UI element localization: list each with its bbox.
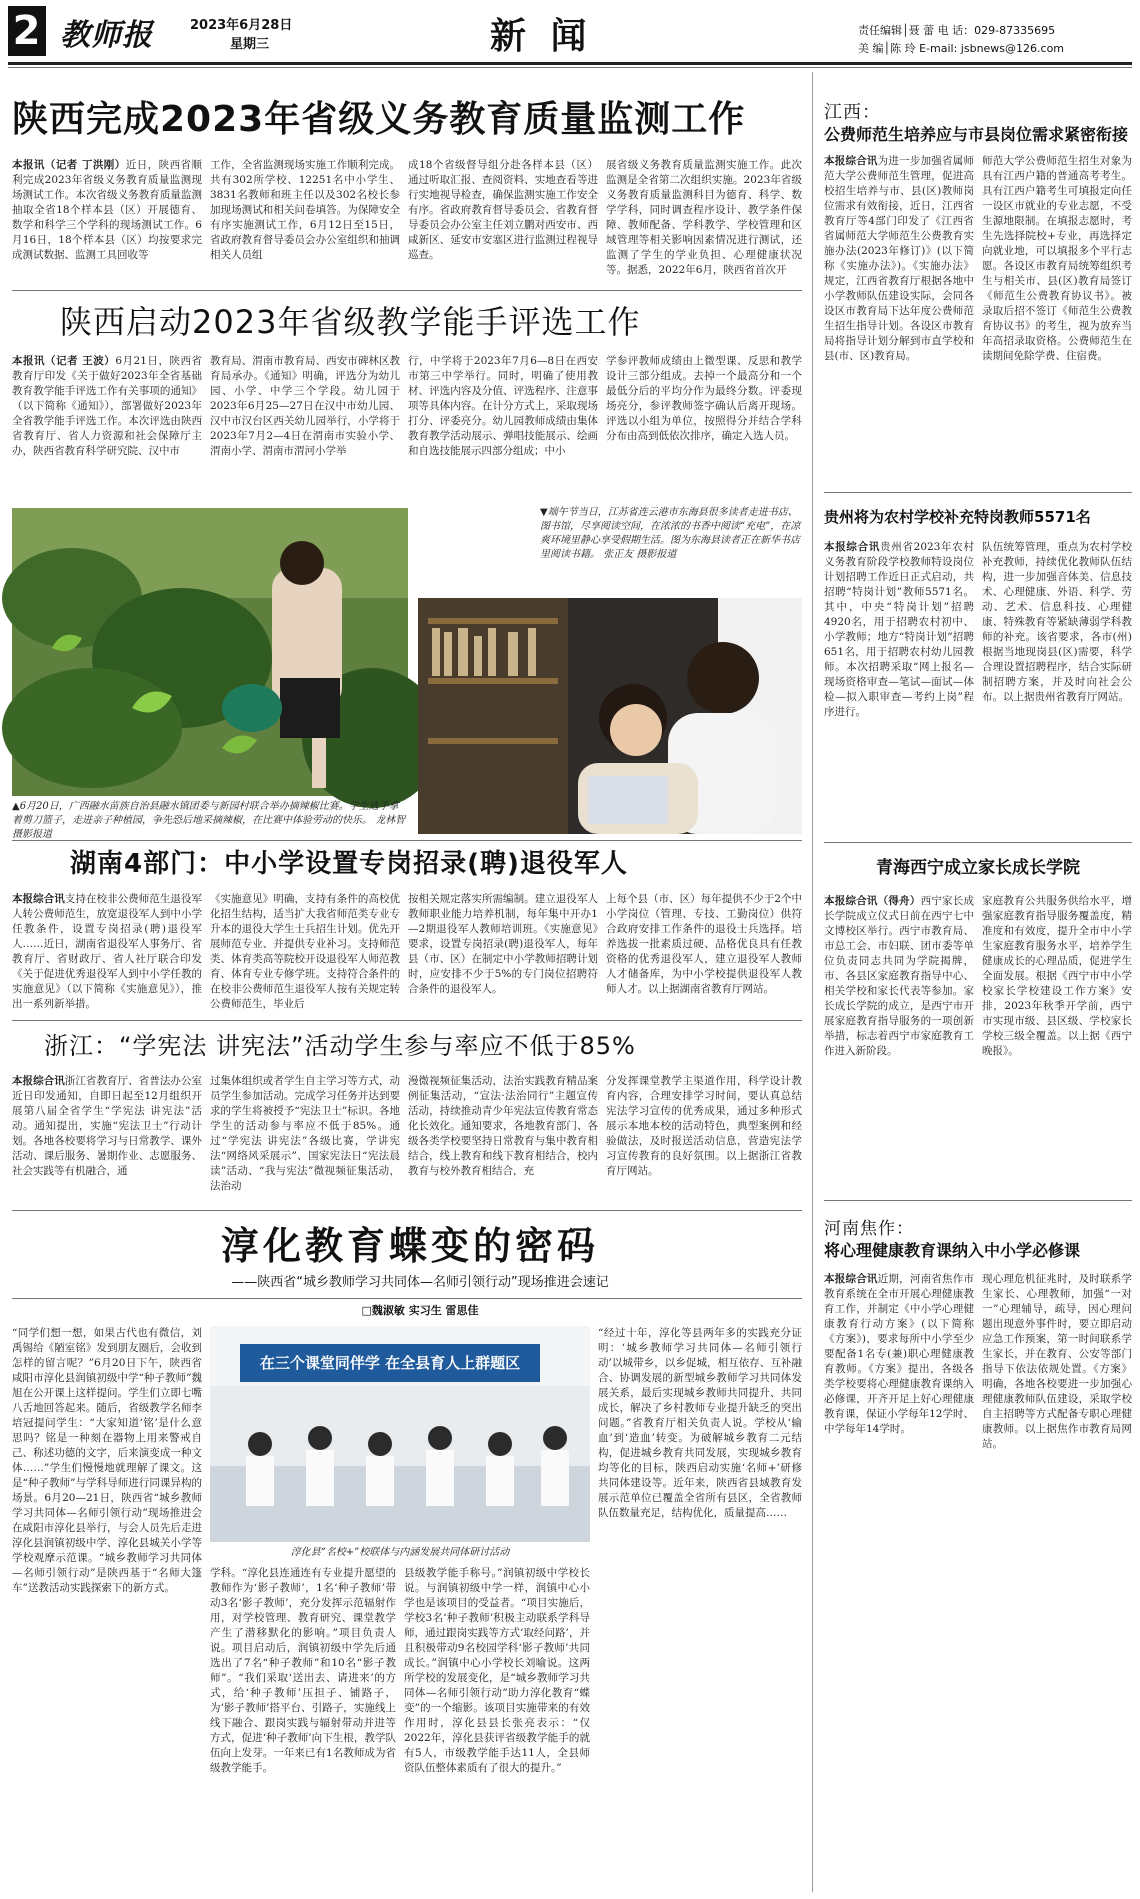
section-title: 新 闻 (490, 15, 593, 57)
article-title: 浙江：“学宪法 讲宪法”活动学生参与率应不低于85% (44, 1032, 636, 1060)
sidebar-divider (812, 72, 813, 1892)
section-rule (12, 290, 802, 291)
issue-weekday: 星期三 (230, 37, 270, 52)
article-lede: 本报综合讯 (12, 893, 65, 905)
sidebar-col-2: 现心理危机征兆时，及时联系学生家长、心理教师，加强“一对一”心理辅导，疏导，因心理问题出现意外事件时，要立即启动应急工作预案，第一时间联系学生家长，并在教育、公安等部门指导下依法依规处置。《方案》明确，各地各校要进一步加强心理健康教师队伍建设，采取学校自主招聘等方式配备专职心理健康教师。以上据焦作市教育局网站。 (982, 1273, 1132, 1450)
sidebar-title: 公费师范生培养应与市县岗位需求紧密衔接 (824, 125, 1129, 144)
sidebar-col-1: 本报综合讯（得舟）西宁家长成长学院成立仪式日前在西宁七中文博校区举行。西宁市教育局、市总工会、市妇联、团市委等单位负责同志共同为学院揭牌，市、各县区家庭教育指导中心、相关学校和家长代表等参加。家长成长学院的成立，是西宁市开展家庭教育指导服务的一项创新举措，标志着西宁市家庭教育工作进入新阶段。 (824, 895, 975, 1057)
article-col-3: 漫微视频征集活动，法治实践教育精品案例征集活动，“宣法·法治同行”主题宣传活动，持续推动青少年宪法宣传教育常态化长效化。通知要求，各地教育部门、各级各类学校要坚持日常教育与集中教育相结合，线上教育和线下教育相结合，校内教育与校外教育相结合，充 (408, 1075, 598, 1177)
feature-col-4: “经过十年，淳化等县两年多的实践充分证明：‘城乡教师学习共同体—名师引领行动’以城带乡，以乡促城，相互依存、互补融合、协调发展的新型城乡教师学习共同体发展关系，最后实现城乡教师共同提升、共同成长，解决了乡村教师专业提升缺乏的突出问题。”省教育厅相关负责人说。学校从‘输血’到‘造血’转变。为破解城乡教育二元结构，促进城乡教育共同发展，实现城乡教育均等化的目标，陕西启动实施‘名师+’研修共同体建设等。近年来，陕西省县域教育发展示范单位已覆盖全省所有县区，全省教师队伍数量充足，结构优化，质量提高…… (598, 1327, 802, 1519)
article-lede: 本报综合讯 (824, 541, 881, 553)
photo-image (12, 508, 408, 796)
article-col-1: 本报讯（记者 王波）6月21日，陕西省教育厅印发《关于做好2023年全省基础教育教学能手评选工作有关事项的通知》（以下简称《通知》），部署做好2023年全省教学能手评选工作。本次评选由陕西省教育厅、省人力资源和社会保障厅主办，陕西省教育科学研究院、汉中市 (12, 355, 203, 457)
section-rule (824, 1200, 1132, 1201)
article-lede: 本报讯（记者 丁洪刚） (12, 159, 126, 171)
feature-title: 淳化教育蝶变的密码 (220, 1223, 599, 1268)
designer-line: 美 编│陈 玲 E-mail: jsbnews@126.com (858, 42, 1065, 55)
section-rule (12, 1020, 802, 1021)
page-number: 2 (12, 8, 42, 54)
section-rule (824, 492, 1132, 493)
photo-credit: 张正友 摄影报道 (603, 549, 677, 560)
photo-image (418, 598, 802, 834)
sidebar-col-1: 本报综合讯为进一步加强省属师范大学公费师范生管理，促进高校招生培养与市、县(区)教师岗位需求有效衔接，近日，江西省教育厅等4部门印发了《江西省省属师范大学师范生公费教育实施办法(2023年修订)》(以下简称《实施办法》)。《实施办法》规定，江西省教育厅根据各地中小学教师队伍建设实际，会同各设区市教育局下达年度公费师范生招生指导计划。各设区市教育局将指导计划分解到市直学校和县(市、区)教育局。 (824, 155, 975, 362)
bookstore-illustration (418, 598, 802, 834)
paper-name: 教师报 (60, 18, 153, 53)
feature-photo (210, 1326, 590, 1542)
photo-caption: ▲6月20日，广西融水苗族自治县融水镇团委与新园村联合举办摘辣椒比赛。学生选手拿着剪刀篮子，走进亲子种植园，争先恐后地采摘辣椒，在比赛中体验劳动的快乐。 龙林智 摄影报道 (12, 801, 406, 840)
feature-subtitle: ——陕西省“城乡教师学习共同体—名师引领行动”现场推进会速记 (231, 1275, 609, 1290)
sidebar-title: 将心理健康教育课纳入中小学必修课 (824, 1241, 1081, 1260)
article-col-3: 行，中学将于2023年7月6—8日在西安市第三中学举行。同时，明确了使用教材、评选内容及分值、评选程序、注意事项等具体内容。在计分方式上，采取现场打分、评委亮分。幼儿园教师成绩由集体教育教学活动展示、弹唱技能展示、绘画和自选技能展示四部分组成；中小 (408, 355, 598, 457)
sidebar-col-2: 家庭教育公共服务供给水平，增强家庭教育指导服务覆盖度，精准度和有效度，提升全市中小学生家庭教育服务水平，培养学生健康成长的心理品质，促进学生全面发展。根据《西宁市中小学校家长学校建设工作方案》安排，2023年秋季开学前，西宁市实现市级、县区级、学校家长学校三级全覆盖。以上据《西宁晚报》。 (982, 895, 1132, 1057)
feature-col-2: 学科。“淳化县连通连有专业提升愿望的教师作为‘影子教师’，1名‘种子教师’带动3名‘影子教师’，充分发挥示范辐射作用，对学校管理、教育研究、课堂教学产生了潜移默化的影响。”项目负责人说。项目启动后，润镇初级中学先后通选出了7名“种子教师”和10名“影子教师”。“我们采取‘送出去、请进来’的方式，给‘种子教师’压担子、铺路子，为‘影子教师’搭平台、引路子，实施线上线下融合、跟岗实践与辐射带动并进等方式，促进‘种子教师’向下生根，教学队伍向上发芽。一年来已有1名教师成为省级教学能手。 (210, 1567, 396, 1774)
article-lede: 本报综合讯 (12, 1075, 65, 1087)
garden-illustration (12, 508, 408, 796)
photo-caption: ▼端午节当日，江苏省连云港市东海县很多读者走进书店、图书馆，尽享阅读空间，在浓浓的书香中阅读“充电”，在凉爽环境里静心享受假期生活。图为东海县读者正在新华书店里阅读书籍。 张正友 摄影报道 (540, 507, 801, 560)
article-col-4: 学参评教师成绩由上微型课、反思和教学设计三部分组成。去掉一个最高分和一个最低分后的平均分作为最终分数。评委现场亮分，参评教师签字确认后离开现场。评选以小组为单位，按照得分并结合学科分布由高到低依次排序，确定入选人员。 (606, 355, 802, 442)
masthead (0, 0, 1140, 74)
article-lede: 本报讯（记者 王波） (12, 355, 116, 367)
region-label: 江西： (824, 102, 881, 123)
sidebar-col-2: 队伍统筹管理，重点为农村学校补充教师，持续优化教师队伍结构，进一步加强音体美、信息技术、心理健康、外语、科学、劳动、艺术、信息科技、心理健康、特殊教育等紧缺薄弱学科教师的补充。该省要求，各市(州)根据当地现岗县(区)需要，科学合理设置招聘程序，结合实际研制招聘方案，并及时向社会公布。以上据贵州省教育厅网站。 (982, 541, 1132, 703)
photo-banner-text: 在三个课堂同伴学 在全县育人上群题区 (259, 1354, 521, 1372)
section-rule (824, 842, 1132, 843)
article-col-1: 本报综合讯浙江省教育厅、省普法办公室近日印发通知，自即日起至12月组织开展第八届全省学生“学宪法 讲宪法”活动。通知提出，实施“宪法卫士”行动计划。各地各校要将学习与日常教学、课外活动、课后服务、暑期作业、志愿服务、社会实践等有机融合，通 (12, 1075, 203, 1177)
issue-date: 2023年6月28日 (190, 18, 293, 33)
article-lede: 本报综合讯 (824, 155, 878, 167)
feature-col-1: “同学们想一想，如果古代也有微信，刘禹锡给《陋室铭》发到朋友圈后，会收到怎样的留言呢？”6月20日下午，陕西省咸阳市淳化县润镇初级中学“种子教师”魏旭在公开课上这样提问。学生们立即七嘴八舌地回答起来。随后，省级教学名师李培冠提问学生：“大家知道‘铭’是什么意思吗？铭是一种刻在器物上用来警戒自己、称述功德的文字，后来演变成一种文体……”学生们慢慢地就理解了课文。这是“种子教师”与学科导师进行同课异构的场景。6月20—21日，陕西省“城乡教师学习共同体—名师引领行动”现场推进会在咸阳市淳化县举行，与会人员先后走进淳化县润镇初级中学、淳化县城关小学等学校观摩示范课。“城乡教师学习共同体—名师引领行动”是陕西基于“名师大篷车”送教活动实践探索下的新方式。 (12, 1327, 202, 1594)
masthead-rule (8, 62, 1132, 65)
article-col-3: 按相关规定落实所需编制。建立退役军人教师职业能力培养机制，每年集中开办1—2期退役军人教师培训班。《实施意见》要求，设置专岗招录(聘)退役军人，每年县（市、区）在制定中小学教师招聘计划时，应安排不少于5%的专门岗位招聘符合条件的退役军人。 (408, 893, 598, 995)
article-col-4: 上每个县（市、区）每年提供不少于2个中小学岗位（管理、专技、工勤岗位）供符合政府安排工作条件的退役士兵选择。培养选拔一批素质过硬、品格优良具有任教资格的优秀退役军人，建立退役军人教师人才储备库，为中小学校提供退役军人教师人才。以上据湖南省教育厅网站。 (606, 893, 802, 995)
sidebar-col-1: 本报综合讯贵州省2023年农村义务教育阶段学校教师特设岗位计划招聘工作近日正式启动，共招聘“特岗计划”教师5571名。其中，中央“特岗计划”招聘4920名，用于招聘农村初中、小学教师；地方“特岗计划”招聘651名，用于招聘农村幼儿园教师。本次招聘采取“网上报名—现场资格审查—笔试—面试—体检—拟入职审查—考约上岗”程序进行。 (824, 541, 974, 718)
article-col-2: 《实施意见》明确，支持有条件的高校优化招生结构，适当扩大我省师范类专业专升本的退役大学生士兵招生计划。优先开展师范专业、并提供专业补习。支持师范类、体育类高等院校开设退役军人师范教育、体育专业专修学班。支持符合条件的在校非公费师范生退役军人按有关规定转公费师范生，毕业后 (210, 893, 400, 1010)
masthead-rule-thin (8, 67, 1132, 68)
sidebar-title: 贵州将为农村学校补充特岗教师5571名 (824, 508, 1091, 526)
section-rule (12, 1210, 802, 1211)
article-title: 湖南4部门：中小学设置专岗招录(聘)退役军人 (70, 849, 628, 879)
feature-col-3: 县级教学能手称号。”润镇初级中学校长说。与润镇初级中学一样，润镇中心小学也是该项目的受益者。“项目实施后，学校3名‘种子教师’积极主动联系学科导师，通过跟岗实践等方式‘取经问路’，并且积极带动9名校园学科‘影子教师’共同成长。”润镇中心小学校长刘喻说。这两所学校的发展变化，是“城乡教师学习共同体—名师引领行动”助力淳化教育“蝶变”的一个缩影。该项目实施带来的有效作用时，淳化县县长张亮表示：“仅2022年，淳化县获评省级教学能手的就有5人，市级教学能手达11人，全县师资队伍整体素质有了很大的提升。” (404, 1567, 590, 1774)
article-col-1: 本报综合讯支持在校非公费师范生退役军人转公费师范生，放宽退役军人到中小学任教条件，设置专岗招录(聘)退役军人……近日，湖南省退役军人事务厅、省教育厅、省财政厅、省人社厅联合印发《关于促进优秀退役军人到中小学任教的实施意见》（以下简称《实施意见》），推出一系列新举措。 (12, 893, 203, 1010)
article-lede: 本报综合讯（得舟） (824, 895, 921, 907)
sidebar-title: 青海西宁成立家长成长学院 (876, 858, 1080, 878)
article-col-2: 教育局、渭南市教育局、西安市碑林区教育局承办。《通知》明确，评选分为幼儿园、小学、中学三个学段。幼儿园于2023年6月25—27日在汉中市幼儿园、汉中市汉台区西关幼儿园举行，小学将于2023年7月2—4日在渭南市实验小学、渭南小学、渭南市渭河小学举 (210, 355, 400, 457)
photo-credit: 龙林智 摄影报道 (12, 815, 406, 840)
subtitle-rule (12, 1298, 802, 1299)
article-col-4: 分发挥课堂教学主渠道作用，科学设计教育内容，合理安排学习时间，要认真总结宪法学习宣传的优秀成果，通过多种形式展示本地本校的活动特色，典型案例和经验做法，及时报送活动信息，营造宪法学习宣传教育的良好氛围。以上据浙江省教育厅网站。 (606, 1075, 802, 1177)
feature-photo-caption: 淳化县“名校+”校联体与内涵发展共同体研讨活动 (290, 1547, 510, 1558)
editor-line: 责任编辑│聂 蕾 电 话：029-87335695 (858, 24, 1056, 37)
sidebar-col-2: 师范大学公费师范生招生对象为具有江西户籍的普通高考考生。具有江西户籍考生可填报定向任一设区市就业的专业志愿，不受生源地限制。在填报志愿时，考生先选择院校+专业，再选择定向就业地，可以填报多个平行志愿。各设区市教育局统筹组织考生与相关市、县(区)教育局签订《师范生公费教育协议书》。被录取后招不签订《师范生公费教育协议书》的考生，视为放弃当年高招录取资格。公费师范生在读期间免除学费、住宿费。 (982, 155, 1132, 362)
article-title: 陕西启动2023年省级教学能手评选工作 (60, 303, 641, 341)
article-col-4: 展省级义务教育质量监测实施工作。此次监测是全省第二次组织实施。2023年省级义务教育质量监测科目为德育、科学、数学学科，同时调查程序设计、教学条件保障、教师配备、学科教学、学校管理和区域管理等相关影响因素情况进行测试，还监测了学生的学业负担、心理健康状况等。据悉，2022年6月，陕西省首次开 (606, 159, 802, 276)
article-title: 陕西完成2023年省级义务教育质量监测工作 (12, 99, 746, 140)
feature-byline: □魏淑敏 实习生 雷思佳 (361, 1304, 479, 1317)
article-col-3: 成18个省级督导组分赴各样本县（区）通过听取汇报、查阅资料、实地查看等进行实地视导检查，确保监测实施工作安全有序。省政府教育督导委员会、省教育督导委员会办公室主任刘立鹏对西安市、西咸新区、延安市安塞区进行监测过程视导巡查。 (408, 159, 598, 261)
section-rule (12, 840, 802, 841)
article-col-2: 工作，全省监测现场实施工作顺利完成。共有302所学校、12251名中小学生、3831名教师和班主任以及302名校长参加现场测试和相关问卷填答。为保障安全有序实施测试工作，6月12日至15日，省政府教育督导委员会办公室组织和抽调相关人员组 (210, 159, 400, 261)
article-col-2: 过集体组织或者学生自主学习等方式，动员学生参加活动。完成学习任务并达到要求的学生将被授予“宪法卫士”标识。各地学生的活动参与率应不低于85%。通过“学宪法 讲宪法”各级比赛，学讲宪法“网络风采展示”、国家宪法日“宪法晨读”活动、“我与宪法”微视频征集活动，法治动 (210, 1075, 400, 1192)
article-lede: 本报综合讯 (824, 1273, 878, 1285)
region-label: 河南焦作： (824, 1219, 914, 1239)
article-col-1: 本报讯（记者 丁洪刚）近日，陕西省顺利完成2023年省级义务教育质量监测现场测试工作。本次省级义务教育质量监测抽取全省18个样本县（区）开展德育、数学和科学三个学科的现场测试工作。6月16日，18个样本县（区）均按要求完成测试数据、监测工具回收等 (12, 159, 203, 261)
sidebar-col-1: 本报综合讯近期，河南省焦作市教育系统在全市开展心理健康教育工作，并制定《中小学心理健康教育行动方案》(以下简称《方案》)，要求每所中小学至少要配备1名专(兼)职心理健康教育教师。《方案》提出，各级各类学校要将心理健康教育课纳入必修课，开齐开足上好心理健康教育课，保证小学每年12学时、中学每年14学时。 (824, 1273, 975, 1435)
